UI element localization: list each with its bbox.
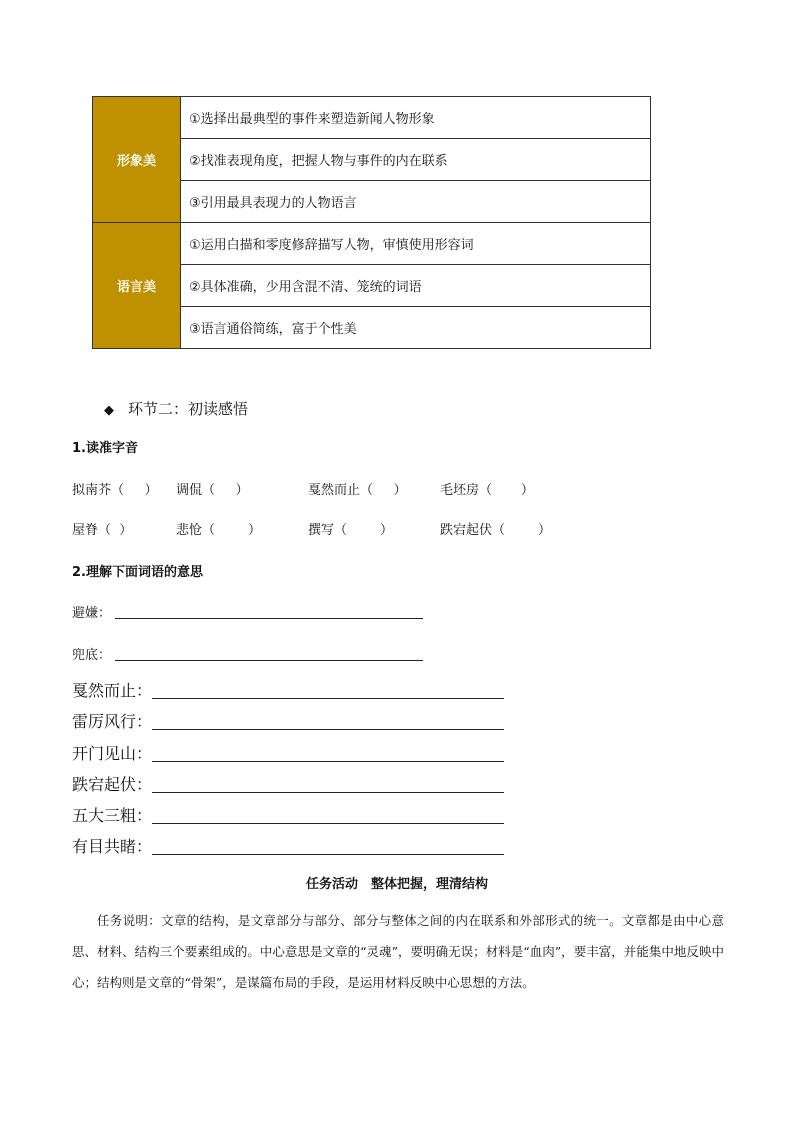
definition-row <box>72 834 504 857</box>
table-cell: ②具体准确，少用含混不清、笼统的词语 <box>181 265 651 307</box>
table-row <box>93 223 651 265</box>
answer-line[interactable] <box>152 853 504 855</box>
section-heading <box>104 398 248 419</box>
definition-row <box>72 709 504 732</box>
definition-row <box>72 741 504 764</box>
pinyin-item: 跌宕起伏（ ） <box>440 523 552 538</box>
part2-title: 2.理解下面词语的意思 <box>72 565 203 580</box>
term-label: 有目共睹： <box>72 837 153 856</box>
category-cell: 形象美 <box>93 97 181 223</box>
term-label: 雷厉风行： <box>72 712 153 731</box>
part1-title: 1.读准字音 <box>72 441 138 456</box>
pinyin-item: 撰写（ ） <box>308 523 394 538</box>
term-label: 五大三粗： <box>72 806 153 825</box>
definition-row <box>72 772 504 795</box>
table-cell: ③语言通俗简练，富于个性美 <box>181 307 651 349</box>
beauty-table <box>92 96 651 349</box>
pinyin-item: 悲怆（ ） <box>176 523 262 538</box>
answer-line[interactable] <box>152 822 504 824</box>
term-label: 避嫌： <box>72 606 112 621</box>
definition-row <box>72 678 504 701</box>
answer-line[interactable] <box>115 659 423 661</box>
definition-row <box>72 602 423 621</box>
answer-line[interactable] <box>152 728 504 730</box>
answer-line[interactable] <box>152 697 504 699</box>
task-title: 任务活动 整体把握，理清结构 <box>305 877 488 892</box>
pinyin-item: 调侃（ ） <box>176 483 249 498</box>
term-label: 跌宕起伏： <box>72 775 153 794</box>
pinyin-item: 拟南芥（ ） <box>72 483 158 498</box>
section-heading-text: 环节二：初读感悟 <box>128 400 249 418</box>
table-cell: ①选择出最典型的事件来塑造新闻人物形象 <box>181 97 651 139</box>
table-cell: ②找准表现角度，把握人物与事件的内在联系 <box>181 139 651 181</box>
pinyin-item: 毛坯房（ ） <box>440 483 534 498</box>
table-cell: ③引用最具表现力的人物语言 <box>181 181 651 223</box>
term-label: 开门见山： <box>72 744 153 763</box>
diamond-bullet-icon: ◆ <box>104 403 114 418</box>
answer-line[interactable] <box>152 760 504 762</box>
table-row <box>93 97 651 139</box>
answer-line[interactable] <box>115 617 423 619</box>
definition-row <box>72 644 423 663</box>
term-label: 兜底： <box>72 648 112 663</box>
pinyin-item: 屋脊（ ） <box>72 523 133 538</box>
pinyin-item: 戛然而止（ ） <box>308 483 407 498</box>
term-label: 戛然而止： <box>72 681 153 700</box>
answer-line[interactable] <box>152 791 504 793</box>
task-paragraph: 任务说明：文章的结构，是文章部分与部分、部分与整体之间的内在联系和外部形式的统一。文章都是由中心意思、材料、结构三个要素组成的。中心意思是文章的“灵魂”，要明确无误；材料是“血肉”，要丰富，并能集中地反映中心；结构则是文章的“骨架”，是谋篇布局的手段，是运用材料反映中心思想的方法。 <box>72 913 724 990</box>
table-cell: ①运用白描和零度修辞描写人物，审慎使用形容词 <box>181 223 651 265</box>
definition-row <box>72 803 504 826</box>
category-cell: 语言美 <box>93 223 181 349</box>
